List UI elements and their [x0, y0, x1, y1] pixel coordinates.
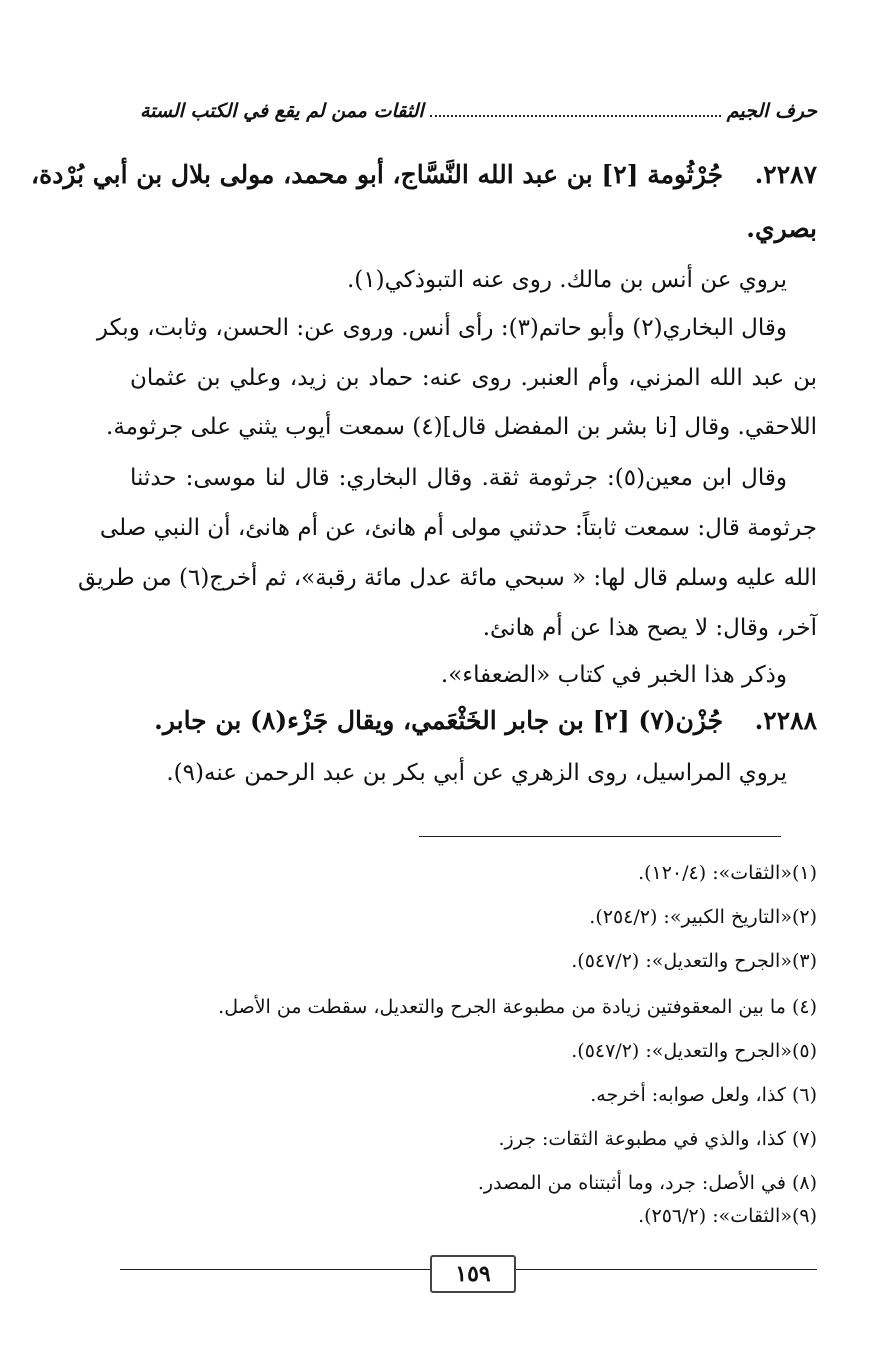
entry-2288-line-1: يروي المراسيل، روى الزهري عن أبي بكر بن عبد الرحمن عنه(٩).: [166, 760, 787, 786]
entry-2287-heading-cont: بصري.: [746, 214, 817, 243]
entry-2287-line-4: اللاحقي. وقال [نا بشر بن المفضل قال](٤) سمعت أيوب يثني على جرثومة.: [106, 414, 817, 440]
entry-2288-number: ٢٢٨٨.: [754, 706, 817, 735]
page-footer: [120, 1255, 817, 1295]
footnote-3: (٣)«الجرح والتعديل»: (٥٤٧/٢).: [571, 950, 817, 972]
entry-2287-line-6: جرثومة قال: سمعت ثابتاً: حدثني مولى أم هانئ، عن أم هانئ، أن النبي صلى: [99, 515, 817, 541]
entry-2288-heading: [130, 706, 817, 736]
entry-2287-line-1: يروي عن أنس بن مالك. روى عنه التبوذكي(١).: [346, 267, 787, 293]
footnote-5: (٥)«الجرح والتعديل»: (٥٤٧/٢).: [571, 1040, 817, 1062]
header-dots: [430, 101, 721, 117]
entry-2287-line-2: وقال البخاري(٢) وأبو حاتم(٣): رأى أنس. وروى عن: الحسن، وثابت، وبكر: [96, 315, 787, 341]
entry-2287-line-8: آخر، وقال: لا يصح هذا عن أم هانئ.: [482, 615, 817, 641]
footnote-7: (٧) كذا، والذي في مطبوعة الثقات: جرز.: [498, 1128, 817, 1150]
entry-2287-number: ٢٢٨٧.: [754, 160, 817, 189]
header-book-title: الثقات ممن لم يقع في الكتب الستة: [140, 100, 424, 122]
entry-2287-heading: [31, 160, 817, 190]
footnote-2: (٢)«التاريخ الكبير»: (٢٥٤/٢).: [589, 906, 817, 928]
footnote-separator: [419, 836, 781, 837]
running-header: [140, 100, 817, 122]
footnote-9: (٩)«الثقات»: (٢٥٦/٢).: [638, 1205, 817, 1227]
header-chapter: حرف الجيم: [726, 100, 817, 122]
footnote-8: (٨) في الأصل: جرد، وما أثبتناه من المصدر.: [477, 1172, 817, 1194]
entry-2287-name: جُرْثُومة [٢] بن عبد الله النَّسَّاج، أبو محمد، مولى بلال بن أبي بُرْدة،: [31, 160, 724, 189]
entry-2287-line-9: وذكر هذا الخبر في كتاب «الضعفاء».: [440, 662, 787, 688]
entry-2287-line-5: وقال ابن معين(٥): جرثومة ثقة. وقال البخاري: قال لنا موسى: حدثنا: [130, 465, 787, 491]
footnote-6: (٦) كذا، ولعل صوابه: أخرجه.: [590, 1084, 817, 1106]
page-number: ١٥٩: [430, 1255, 516, 1293]
footnote-1: (١)«الثقات»: (١٢٠/٤).: [638, 862, 817, 884]
entry-2288-name: جُزْن(٧) [٢] بن جابر الخَثْعَمي، ويقال جَزْء(٨) بن جابر.: [154, 706, 724, 735]
footnote-4: (٤) ما بين المعقوفتين زيادة من مطبوعة الجرح والتعديل، سقطت من الأصل.: [218, 996, 817, 1018]
entry-2287-line-3: بن عبد الله المزني، وأم العنبر. روى عنه: حماد بن زيد، وعلي بن عثمان: [130, 365, 817, 391]
entry-2287-line-7: الله عليه وسلم قال لها: « سبحي مائة عدل مائة رقبة»، ثم أخرج(٦) من طريق: [77, 565, 817, 591]
